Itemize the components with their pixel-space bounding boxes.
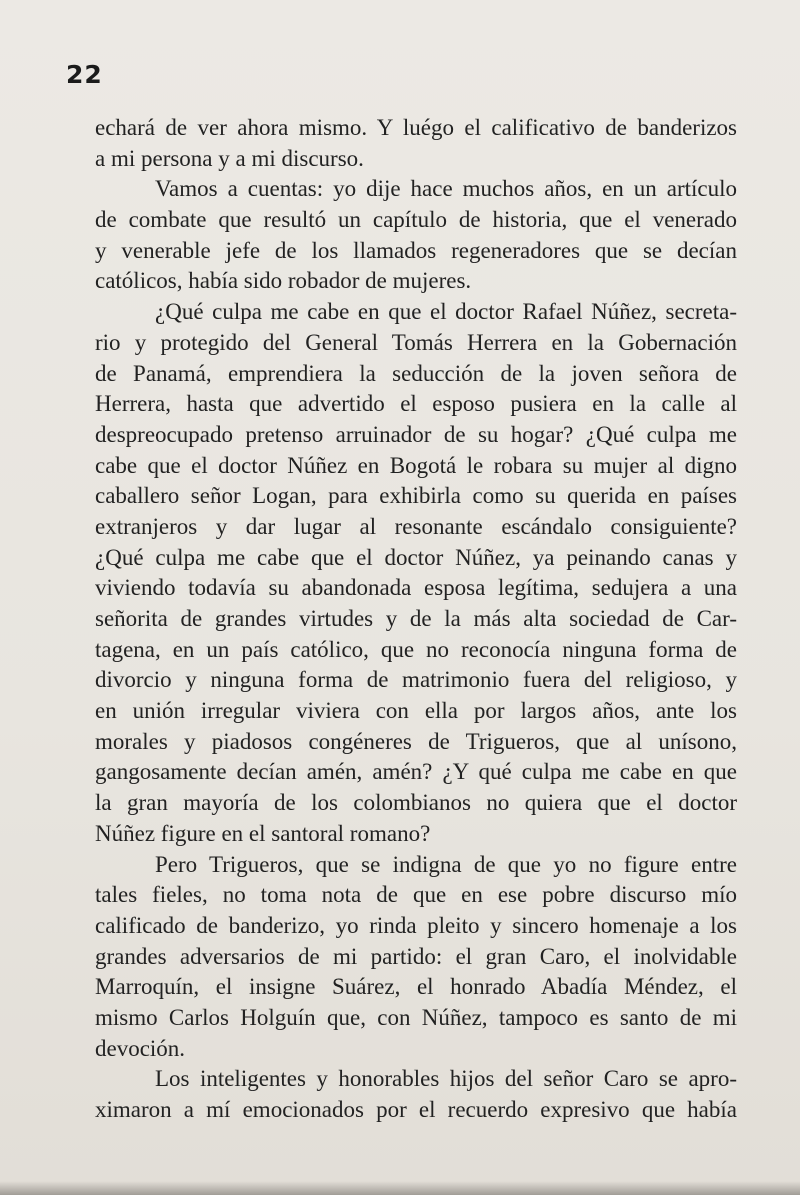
text-line: Marroquín, el insigne Suárez, el honrado Abadía Méndez, el <box>95 974 737 1000</box>
text-line: ¿Qué culpa me cabe que el doctor Núñez, ya peinando canas y <box>95 544 737 570</box>
text-line: tales fieles, no toma nota de que en ese pobre discurso mío <box>95 882 737 908</box>
page-number: 22 <box>66 60 103 89</box>
text-line: en unión irregular viviera con ella por largos años, ante los <box>95 698 737 724</box>
text-line: rio y protegido del General Tomás Herrera en la Gobernación <box>95 329 737 355</box>
text-line: Vamos a cuentas: yo dije hace muchos años, en un artículo <box>155 176 737 202</box>
text-line: grandes adversarios de mi partido: el gran Caro, el inolvidable <box>95 943 737 969</box>
text-line: viviendo todavía su abandonada esposa legítima, sedujera a una <box>95 575 737 601</box>
text-line: cabe que el doctor Núñez en Bogotá le robara su mujer al digno <box>95 452 737 478</box>
text-line: divorcio y ninguna forma de matrimonio fuera del religioso, y <box>95 667 737 693</box>
text-line: extranjeros y dar lugar al resonante escándalo consiguiente? <box>95 513 737 539</box>
text-line: caballero señor Logan, para exhibirla como su querida en países <box>95 483 737 509</box>
text-line: ¿Qué culpa me cabe en que el doctor Rafael Núñez, secreta- <box>155 299 737 325</box>
text-line: mismo Carlos Holguín que, con Núñez, tampoco es santo de mi <box>95 1004 737 1030</box>
text-line: la gran mayoría de los colombianos no quiera que el doctor <box>95 790 737 816</box>
text-line: señorita de grandes virtudes y de la más alta sociedad de Car- <box>95 606 737 631</box>
text-line: católicos, había sido robador de mujeres. <box>95 268 472 294</box>
text-line: despreocupado pretenso arruinador de su hogar? ¿Qué culpa me <box>95 421 737 447</box>
text-line: Los inteligentes y honorables hijos del señor Caro se apro- <box>155 1066 737 1092</box>
page-edge-shadow <box>0 1181 800 1195</box>
text-line: de combate que resultó un capítulo de historia, que el venerado <box>95 207 737 233</box>
text-line: gangosamente decían amén, amén? ¿Y qué culpa me cabe en que <box>95 759 737 785</box>
text-line: Núñez figure en el santoral romano? <box>95 820 431 846</box>
text-line: calificado de banderizo, yo rinda pleito y sincero homenaje a los <box>95 912 737 938</box>
text-line: ximaron a mí emocionados por el recuerdo expresivo que había <box>95 1097 737 1122</box>
text-line: Herrera, hasta que advertido el esposo pusiera en la calle al <box>95 391 737 417</box>
text-line: a mi persona y a mi discurso. <box>95 145 364 171</box>
text-line: de Panamá, emprendiera la seducción de la joven señora de <box>95 360 737 386</box>
text-line: echará de ver ahora mismo. Y luégo el calificativo de banderizos <box>95 115 737 140</box>
text-line: devoción. <box>95 1035 186 1061</box>
text-line: tagena, en un país católico, que no reconocía ninguna forma de <box>95 636 737 662</box>
text-line: y venerable jefe de los llamados regeneradores que se decían <box>95 237 737 263</box>
text-line: morales y piadosos congéneres de Trigueros, que al unísono, <box>95 728 737 754</box>
body-text <box>95 113 737 1126</box>
text-line: Pero Trigueros, que se indigna de que yo no figure entre <box>155 851 737 877</box>
